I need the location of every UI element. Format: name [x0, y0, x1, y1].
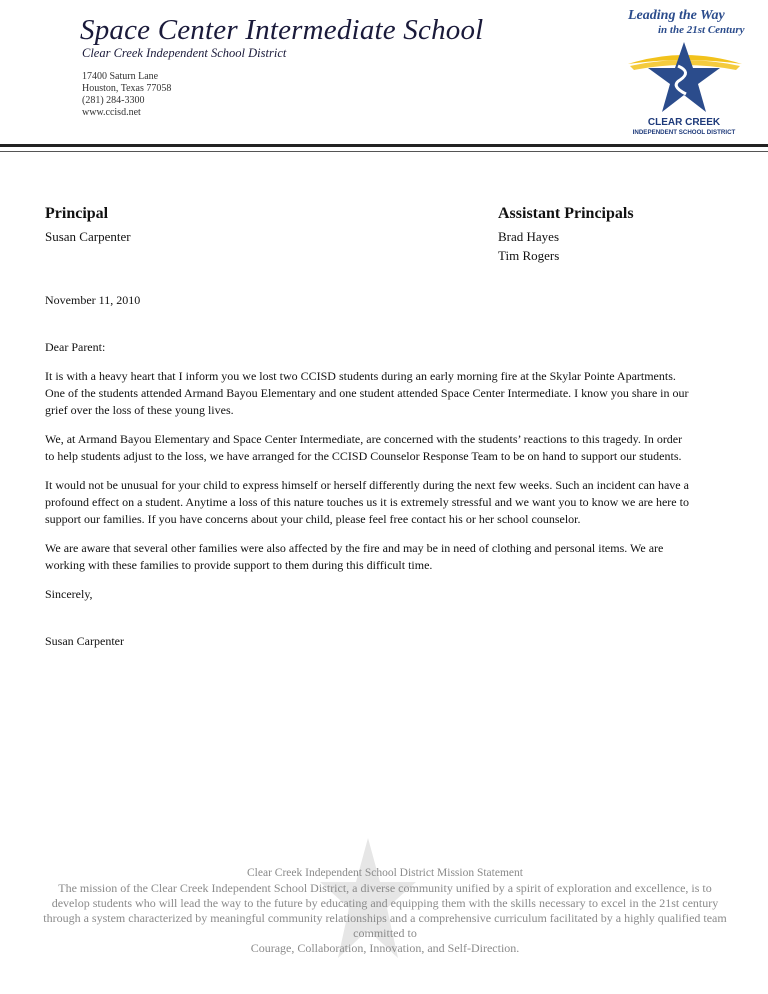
- letter-paragraph: We, at Armand Bayou Elementary and Space Center Intermediate, are concerned with the students’ reactions to this tragedy. In order to help students adjust to the loss, we have arranged for the CCISD Counselor Response Team to be on hand to support our students.: [45, 432, 683, 463]
- logo-name: CLEAR CREEK: [647, 117, 721, 128]
- closing: Sincerely,: [45, 587, 93, 601]
- logo-tagline-top: Leading the Way: [628, 8, 725, 23]
- letter-date: November 11, 2010: [45, 293, 141, 307]
- letter-paragraph: It is with a heavy heart that I inform you we lost two CCISD students during an early morning fire at the Skylar Pointe Apartments. One of the students attended Armand Bayou Elementary and one student attended Space Center Intermediate. I know you share in our grief over the loss of these young lives.: [45, 369, 689, 417]
- signature-name: Susan Carpenter: [45, 634, 124, 648]
- letter-body: [45, 292, 690, 662]
- mission-text: The mission of the Clear Creek Independent School District, a diverse community unified by a spirit of exploration and excellence, is to develop students who will lead the way to the future by educating and equipping them with the skills necessary to excel in the 21st century through a system characterized by meaningful community relationships and a comprehensive curriculum facilitated by a highly qualified team committed to: [43, 881, 727, 940]
- star-emblem-icon: [626, 36, 744, 116]
- letter-paragraph: We are aware that several other families were also affected by the fire and may be in need of clothing and personal items. We are working with these families to provide support to them during this difficult time.: [45, 541, 664, 572]
- school-name: Space Center Intermediate School: [80, 14, 484, 46]
- letter-paragraph: It would not be unusual for your child to express himself or herself differently during the next few weeks. Such an incident can have a profound effect on a student. Anytime a loss of this nature touches us it is extremely stressful and we want you to know we are here to support our families. If you have concerns about your child, please feel free contact his or her school counselor.: [45, 478, 689, 526]
- mission-title: Clear Creek Independent School District Mission Statement: [247, 867, 523, 879]
- address-city: Houston, Texas 77058: [82, 83, 172, 94]
- district-name: Clear Creek Independent School District: [82, 46, 287, 60]
- assistant-principals-title: Assistant Principals: [498, 205, 634, 222]
- salutation: Dear Parent:: [45, 340, 106, 354]
- address-street: 17400 Saturn Lane: [82, 71, 159, 82]
- principal-name: Susan Carpenter: [45, 229, 131, 244]
- assistant-principal-name: Brad Hayes: [498, 229, 560, 244]
- header-divider: [0, 144, 768, 152]
- logo-tagline-bottom: in the 21st Century: [658, 24, 745, 36]
- mission-statement: [40, 866, 730, 956]
- address-phone: (281) 284-3300: [82, 95, 145, 106]
- principal-title: Principal: [45, 205, 109, 222]
- address-website: www.ccisd.net: [82, 107, 141, 118]
- mission-values: Courage, Collaboration, Innovation, and Self-Direction.: [250, 941, 520, 955]
- school-address: [82, 71, 171, 119]
- logo-subname: INDEPENDENT SCHOOL DISTRICT: [632, 129, 736, 136]
- district-logo: [624, 6, 746, 138]
- assistant-principals-block: [498, 205, 634, 265]
- assistant-principal-name: Tim Rogers: [498, 248, 560, 263]
- principal-block: [45, 205, 131, 246]
